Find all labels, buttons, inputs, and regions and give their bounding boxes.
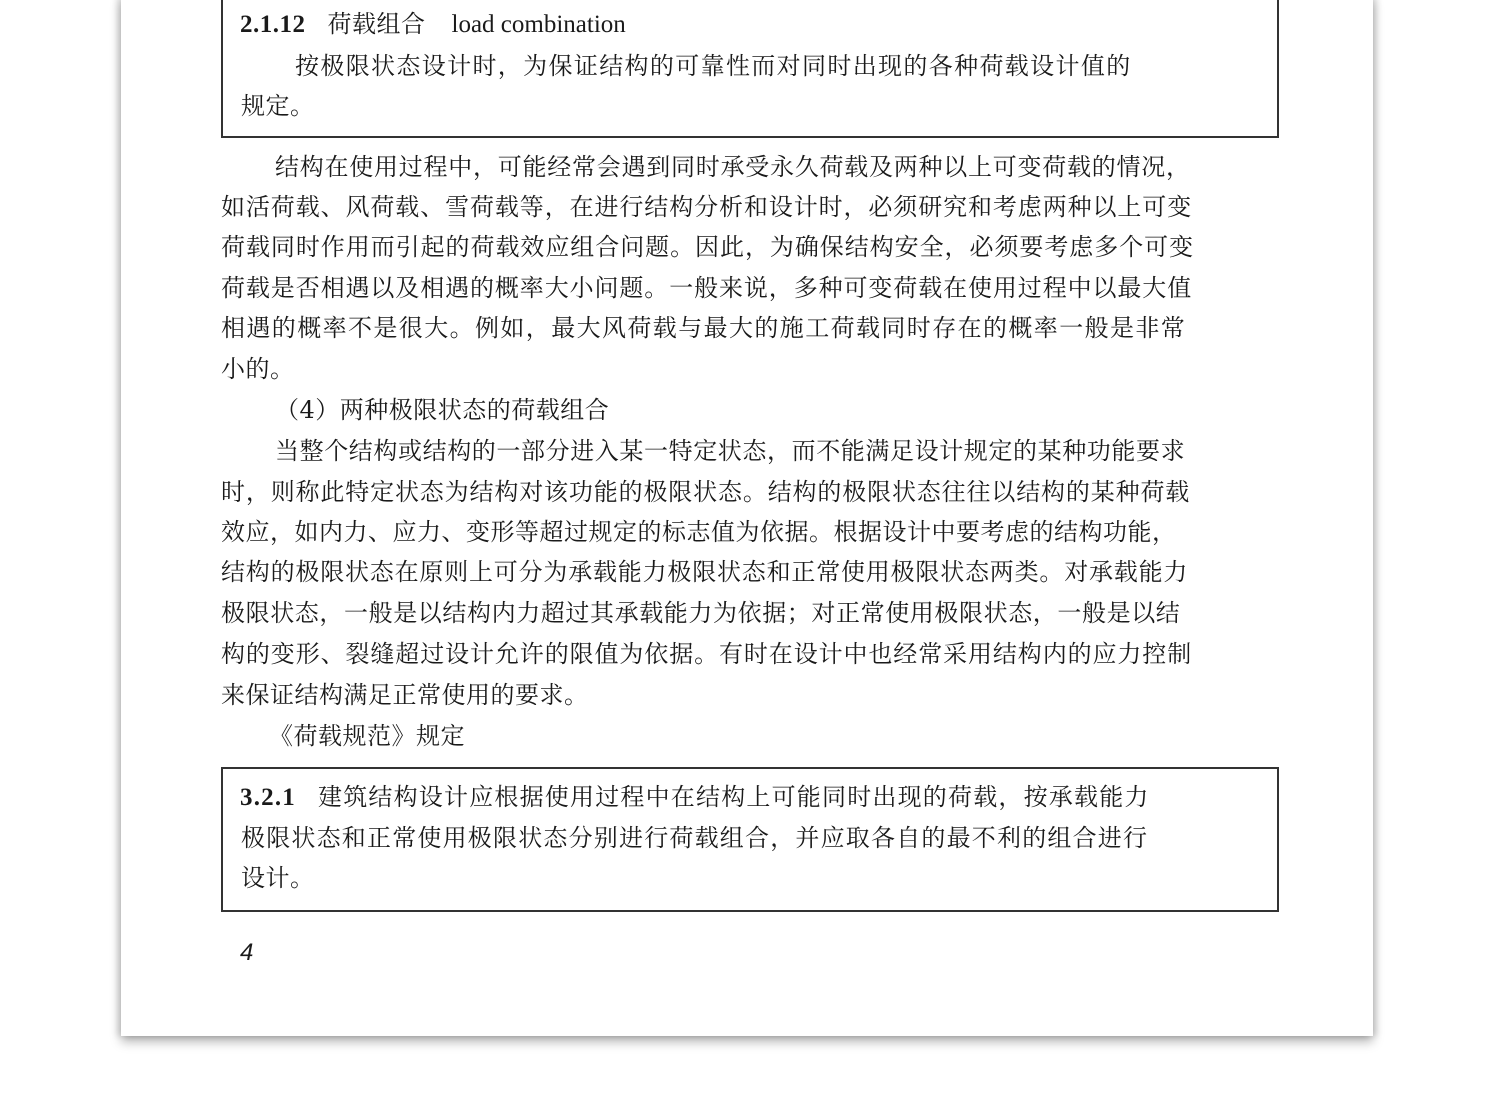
term-english: load combination	[451, 11, 626, 38]
paragraph-line: 如活荷载、风荷载、雪荷载等，在进行结构分析和设计时，必须研究和考虑两种以上可变	[221, 193, 1193, 221]
paragraph-line: 荷载是否相遇以及相遇的概率大小问题。一般来说，多种可变荷载在使用过程中以最大值	[221, 274, 1193, 302]
clause-first-line	[240, 783, 1150, 812]
clause-line: 极限状态和正常使用极限状态分别进行荷载组合，并应取各自的最不利的组合进行	[241, 824, 1149, 852]
term-definition-line: 按极限状态设计时，为保证结构的可靠性而对同时出现的各种荷载设计值的	[295, 52, 1132, 80]
clause-number: 3.2.1	[240, 784, 296, 811]
paragraph-line: 小的。	[221, 355, 295, 383]
term-chinese: 荷载组合	[327, 10, 426, 38]
paragraph-line: 时，则称此特定状态为结构对该功能的极限状态。结构的极限状态往往以结构的某种荷载	[221, 478, 1191, 506]
term-number: 2.1.12	[240, 11, 306, 38]
document-page	[121, 0, 1373, 1036]
paragraph-line: 效应，如内力、应力、变形等超过规定的标志值为依据。根据设计中要考虑的结构功能，	[221, 518, 1177, 546]
code-reference: 《荷载规范》规定	[269, 722, 465, 750]
paragraph-line: 荷载同时作用而引起的荷载效应组合问题。因此，为确保结构安全，必须要考虑多个可变	[221, 233, 1195, 261]
term-definition-line: 规定。	[241, 92, 315, 120]
term-heading	[240, 10, 626, 39]
paragraph-line: 当整个结构或结构的一部分进入某一特定状态，而不能满足设计规定的某种功能要求	[275, 437, 1186, 465]
page-number: 4	[240, 939, 254, 966]
paragraph-line: 极限状态，一般是以结构内力超过其承载能力为依据；对正常使用极限状态，一般是以结	[221, 599, 1181, 627]
paragraph-line: 结构在使用过程中，可能经常会遇到同时承受永久荷载及两种以上可变荷载的情况，	[275, 153, 1191, 181]
paragraph-line: 构的变形、裂缝超过设计允许的限值为依据。有时在设计中也经常采用结构内的应力控制	[221, 640, 1193, 668]
paragraph-line: 结构的极限状态在原则上可分为承载能力极限状态和正常使用极限状态两类。对承载能力	[221, 558, 1189, 586]
clause-line: 设计。	[241, 864, 315, 892]
paragraph-line: 来保证结构满足正常使用的要求。	[221, 681, 589, 709]
paragraph-line: 相遇的概率不是很大。例如，最大风荷载与最大的施工荷载同时存在的概率一般是非常	[221, 314, 1187, 342]
section-heading: （4）两种极限状态的荷载组合	[275, 396, 610, 424]
clause-text: 建筑结构设计应根据使用过程中在结构上可能同时出现的荷载，按承载能力	[318, 783, 1150, 811]
